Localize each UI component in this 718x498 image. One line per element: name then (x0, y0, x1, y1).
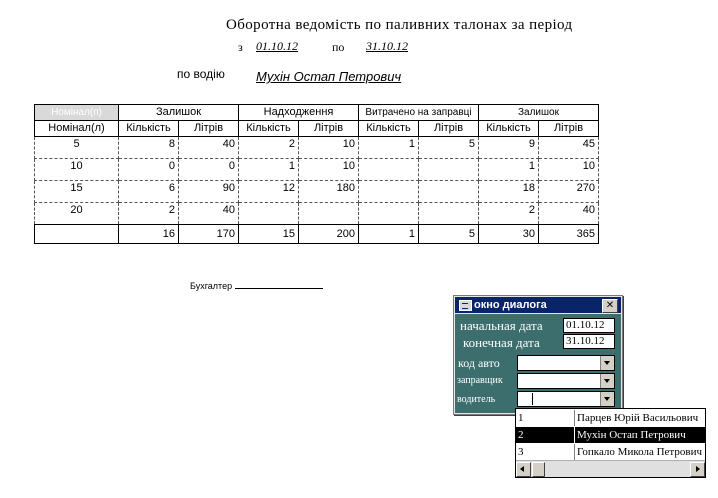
scroll-thumb[interactable] (532, 462, 545, 477)
header-group-balance-start: Залишок (119, 105, 239, 121)
table-cell: 15 (35, 181, 119, 203)
car-code-combo[interactable] (517, 355, 615, 371)
total-cell: 30 (479, 225, 539, 244)
item-name: Гопкало Микола Петрович (577, 446, 702, 458)
table-cell (359, 159, 419, 181)
table-cell (359, 203, 419, 225)
dialog-title-bar[interactable] (455, 297, 621, 313)
dialog-body (455, 314, 621, 413)
header-group-spent: Витрачено на заправці (359, 105, 479, 121)
driver-combo[interactable] (517, 391, 615, 407)
table-cell: 2 (119, 203, 179, 225)
table-cell: 10 (539, 159, 599, 181)
header-group-receipts: Надходження (239, 105, 359, 121)
total-cell: 200 (299, 225, 359, 244)
turnover-table (34, 104, 599, 244)
table-cell (239, 203, 299, 225)
header-group-balance-end: Залишок (479, 105, 599, 121)
table-cell: 45 (539, 137, 599, 159)
table-cell: 2 (479, 203, 539, 225)
table-cell (419, 159, 479, 181)
period-to-date: 31.10.12 (366, 39, 408, 53)
text-cursor (532, 393, 533, 405)
scroll-left-icon[interactable] (516, 462, 531, 477)
table-cell: 5 (35, 137, 119, 159)
refueler-label: заправщик (457, 375, 503, 386)
column-header: Кількість (359, 121, 419, 137)
table-cell: 270 (539, 181, 599, 203)
column-header: Літрів (419, 121, 479, 137)
horizontal-scrollbar[interactable] (516, 460, 705, 477)
table-cell: 10 (299, 137, 359, 159)
dialog-window (453, 295, 623, 415)
column-header: Літрів (179, 121, 239, 137)
list-item[interactable] (516, 444, 705, 460)
table-row (35, 159, 599, 181)
total-cell: 170 (179, 225, 239, 244)
accountant-label: Бухгалтер (190, 281, 233, 291)
driver-combo-label: водитель (457, 394, 496, 405)
table-cell: 2 (239, 137, 299, 159)
period-from-label: з (238, 40, 243, 54)
column-divider (574, 427, 575, 443)
column-header: Літрів (299, 121, 359, 137)
end-date-label: конечная дата (463, 335, 540, 350)
table-cell: 0 (119, 159, 179, 181)
start-date-label: начальная дата (460, 318, 543, 333)
table-cell: 20 (35, 203, 119, 225)
total-cell: 15 (239, 225, 299, 244)
driver-label: по водію (177, 67, 225, 81)
driver-name: Мухін Остап Петрович (256, 69, 402, 84)
list-item[interactable] (516, 410, 705, 426)
table-cell (359, 181, 419, 203)
item-name: Парцев Юрій Васильович (577, 412, 699, 424)
table-cell: 8 (119, 137, 179, 159)
scroll-right-icon[interactable] (690, 462, 705, 477)
item-name: Мухін Остап Петрович (577, 429, 686, 441)
total-cell: 1 (359, 225, 419, 244)
period-from-date: 01.10.12 (256, 39, 298, 53)
column-header: Кількість (119, 121, 179, 137)
total-cell: 16 (119, 225, 179, 244)
item-id: 2 (518, 429, 524, 441)
refueler-combo[interactable] (517, 373, 615, 389)
header-group-row (35, 105, 599, 121)
column-divider (574, 444, 575, 460)
table-cell (419, 181, 479, 203)
total-cell: 5 (419, 225, 479, 244)
list-item-selected[interactable] (516, 427, 705, 443)
table-cell: 180 (299, 181, 359, 203)
driver-dropdown-list[interactable] (515, 408, 706, 478)
column-header: Кількість (479, 121, 539, 137)
header-column-row (35, 121, 599, 137)
dialog-title: окно диалога (474, 299, 547, 311)
car-code-label: код авто (458, 356, 500, 370)
table-cell: 10 (35, 159, 119, 181)
report-title: Оборотна ведомість по паливних талонах за період (226, 17, 573, 33)
total-cell (35, 225, 119, 244)
totals-row (35, 225, 599, 244)
chevron-down-icon[interactable] (600, 356, 614, 370)
table-cell: 1 (359, 137, 419, 159)
total-cell: 365 (539, 225, 599, 244)
table-cell: 90 (179, 181, 239, 203)
table-cell: 6 (119, 181, 179, 203)
chevron-down-icon[interactable] (600, 374, 614, 388)
table-row (35, 203, 599, 225)
item-id: 1 (518, 412, 524, 424)
table-cell: 5 (419, 137, 479, 159)
item-id: 3 (518, 446, 524, 458)
column-header: Літрів (539, 121, 599, 137)
table-cell (419, 203, 479, 225)
start-date-input[interactable]: 01.10.12 (563, 318, 615, 333)
chevron-down-icon[interactable] (600, 392, 614, 406)
table-cell: 18 (479, 181, 539, 203)
table-row (35, 181, 599, 203)
table-cell: 1 (239, 159, 299, 181)
period-to-label: по (332, 40, 345, 54)
table-cell: 10 (299, 159, 359, 181)
table-cell: 1 (479, 159, 539, 181)
table-cell (299, 203, 359, 225)
close-button[interactable]: ✕ (602, 299, 618, 313)
signature-line (235, 280, 323, 289)
table-cell: 40 (179, 137, 239, 159)
column-divider (574, 410, 575, 426)
table-cell: 0 (179, 159, 239, 181)
table-cell: 40 (539, 203, 599, 225)
table-cell: 9 (479, 137, 539, 159)
table-cell: 40 (179, 203, 239, 225)
column-header: Кількість (239, 121, 299, 137)
table-row (35, 137, 599, 159)
header-group-nominal: Номінал(п) (35, 105, 119, 121)
accountant-signature (190, 280, 323, 291)
column-header: Номінал(л) (35, 121, 119, 137)
table-cell: 12 (239, 181, 299, 203)
form-icon (459, 300, 472, 311)
end-date-input[interactable]: 31.10.12 (563, 334, 615, 349)
